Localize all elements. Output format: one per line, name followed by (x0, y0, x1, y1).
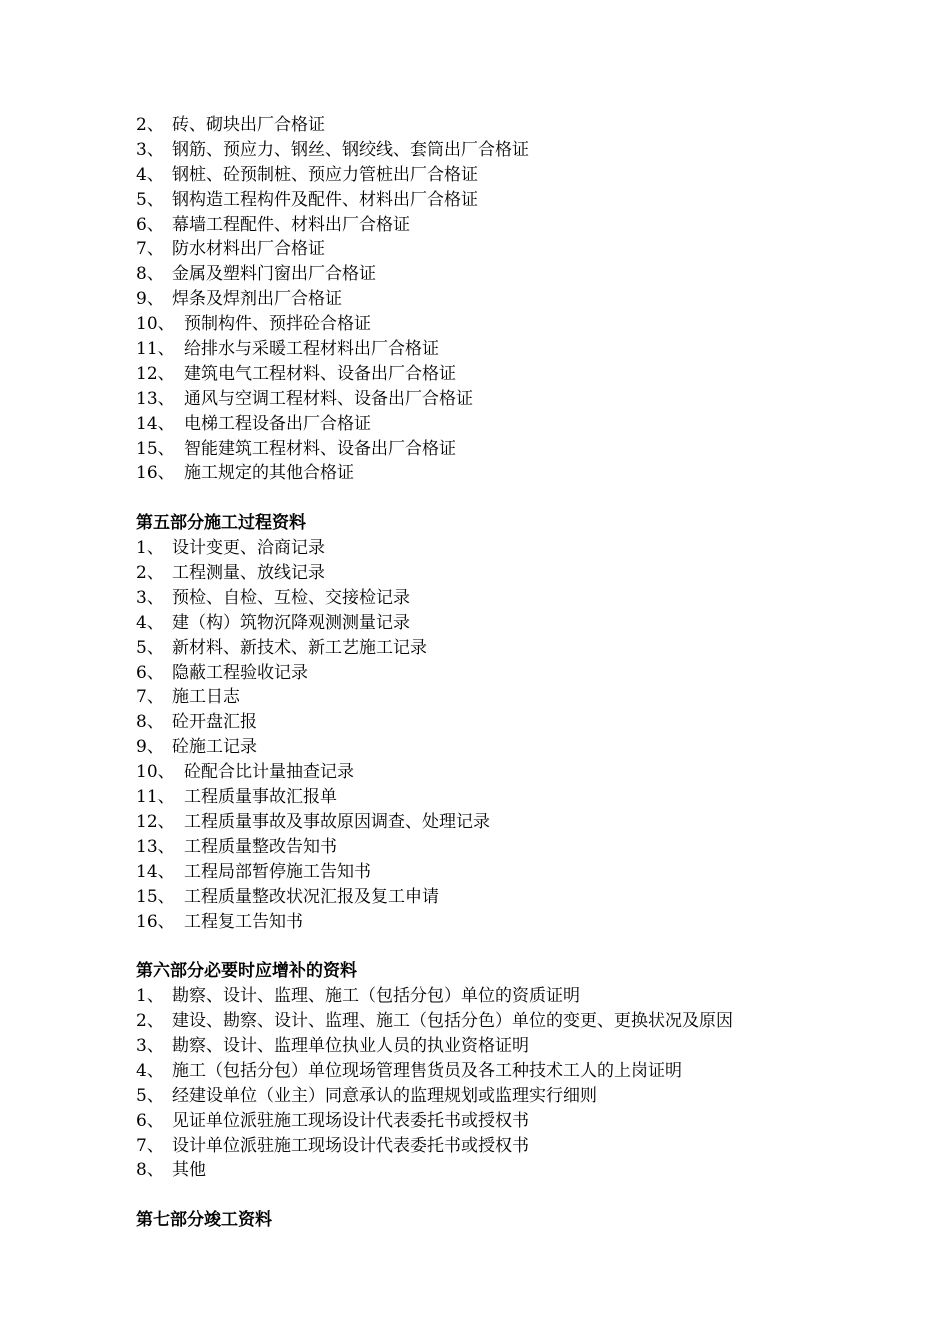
list-item (136, 561, 896, 586)
list-item (136, 1059, 896, 1084)
list-item (136, 586, 896, 611)
list-item (136, 1034, 896, 1059)
item-number: 6、 (136, 1110, 164, 1131)
item-text: 钢桩、砼预制桩、预应力管桩出厂合格证 (172, 164, 478, 185)
spacer (136, 486, 896, 511)
item-text: 工程复工告知书 (184, 911, 303, 932)
item-number: 5、 (136, 637, 164, 658)
item-text: 新材料、新技术、新工艺施工记录 (172, 637, 427, 658)
item-text: 预制构件、预拌砼合格证 (184, 314, 371, 335)
section4-list (136, 113, 896, 486)
item-number: 2、 (136, 563, 164, 584)
item-text: 智能建筑工程材料、设备出厂合格证 (184, 438, 456, 459)
item-number: 1、 (136, 986, 164, 1007)
item-number: 12、 (136, 811, 175, 832)
section-heading: 第七部分竣工资料 (136, 1210, 272, 1231)
list-item (136, 810, 896, 835)
item-number: 12、 (136, 363, 175, 384)
list-item (136, 735, 896, 760)
list-item (136, 1158, 896, 1183)
item-number: 16、 (136, 911, 175, 932)
item-number: 7、 (136, 239, 164, 260)
item-text: 施工（包括分包）单位现场管理售货员及各工种技术工人的上岗证明 (172, 1060, 682, 1081)
section-heading: 第六部分必要时应增补的资料 (136, 961, 357, 982)
item-number: 9、 (136, 737, 164, 758)
section6 (136, 959, 896, 1183)
list-item (136, 362, 896, 387)
item-text: 工程质量整改状况汇报及复工申请 (184, 886, 439, 907)
item-number: 2、 (136, 1011, 164, 1032)
item-number: 3、 (136, 139, 164, 160)
list-item (136, 760, 896, 785)
item-text: 防水材料出厂合格证 (172, 239, 325, 260)
item-text: 工程局部暂停施工告知书 (184, 861, 371, 882)
spacer (136, 934, 896, 959)
item-number: 3、 (136, 1035, 164, 1056)
item-number: 11、 (136, 339, 175, 360)
list-item (136, 611, 896, 636)
list-item (136, 237, 896, 262)
item-text: 通风与空调工程材料、设备出厂合格证 (184, 388, 473, 409)
item-number: 8、 (136, 264, 164, 285)
item-number: 14、 (136, 861, 175, 882)
list-item (136, 885, 896, 910)
list-item (136, 138, 896, 163)
list-item (136, 1109, 896, 1134)
item-text: 幕墙工程配件、材料出厂合格证 (172, 214, 410, 235)
item-text: 砼施工记录 (172, 737, 257, 758)
item-text: 电梯工程设备出厂合格证 (184, 413, 371, 434)
item-number: 11、 (136, 787, 175, 808)
list-item (136, 113, 896, 138)
item-number: 2、 (136, 115, 164, 135)
list-item (136, 785, 896, 810)
item-text: 工程测量、放线记录 (172, 563, 325, 584)
item-number: 4、 (136, 164, 164, 185)
spacer (136, 1183, 896, 1208)
item-number: 8、 (136, 1160, 164, 1181)
item-number: 5、 (136, 1085, 164, 1106)
item-number: 7、 (136, 1135, 164, 1156)
list-item (136, 213, 896, 238)
item-text: 预检、自检、互检、交接检记录 (172, 587, 410, 608)
item-text: 焊条及焊剂出厂合格证 (172, 289, 342, 310)
item-number: 15、 (136, 438, 175, 459)
item-text: 建设、勘察、设计、监理、施工（包括分色）单位的变更、更换状况及原因 (172, 1011, 733, 1032)
item-number: 3、 (136, 587, 164, 608)
item-text: 工程质量事故汇报单 (184, 787, 337, 808)
list-item (136, 337, 896, 362)
list-item (136, 661, 896, 686)
item-text: 工程质量事故及事故原因调查、处理记录 (184, 811, 490, 832)
item-text: 砼开盘汇报 (172, 712, 257, 733)
list-item (136, 387, 896, 412)
list-item (136, 536, 896, 561)
list-item (136, 461, 896, 486)
item-text: 砼配合比计量抽查记录 (184, 762, 354, 783)
list-item (136, 910, 896, 935)
section5 (136, 511, 896, 934)
list-item (136, 437, 896, 462)
item-text: 金属及塑料门窗出厂合格证 (172, 264, 376, 285)
list-item (136, 163, 896, 188)
item-text: 见证单位派驻施工现场设计代表委托书或授权书 (172, 1110, 529, 1131)
item-number: 8、 (136, 712, 164, 733)
item-number: 15、 (136, 886, 175, 907)
item-text: 其他 (172, 1160, 206, 1181)
list-item (136, 710, 896, 735)
item-number: 10、 (136, 314, 175, 335)
list-item (136, 636, 896, 661)
item-number: 4、 (136, 612, 164, 633)
list-item (136, 188, 896, 213)
item-number: 4、 (136, 1060, 164, 1081)
item-text: 勘察、设计、监理、施工（包括分包）单位的资质证明 (172, 986, 580, 1007)
list-item (136, 287, 896, 312)
list-item (136, 1084, 896, 1109)
section-heading: 第五部分施工过程资料 (136, 513, 306, 534)
item-number: 14、 (136, 413, 175, 434)
item-text: 设计单位派驻施工现场设计代表委托书或授权书 (172, 1135, 529, 1156)
item-number: 13、 (136, 388, 175, 409)
item-number: 1、 (136, 538, 164, 559)
list-item (136, 1134, 896, 1159)
item-text: 建筑电气工程材料、设备出厂合格证 (184, 363, 456, 384)
item-number: 5、 (136, 189, 164, 210)
item-number: 6、 (136, 662, 164, 683)
list-item (136, 312, 896, 337)
item-number: 13、 (136, 836, 175, 857)
item-text: 砖、砌块出厂合格证 (172, 115, 325, 135)
list-item (136, 412, 896, 437)
item-text: 工程质量整改告知书 (184, 836, 337, 857)
item-text: 施工日志 (172, 687, 240, 708)
list-item (136, 685, 896, 710)
item-number: 7、 (136, 687, 164, 708)
list-item (136, 835, 896, 860)
item-text: 钢筋、预应力、钢丝、钢绞线、套筒出厂合格证 (172, 139, 529, 160)
item-text: 经建设单位（业主）同意承认的监理规划或监理实行细则 (172, 1085, 597, 1106)
item-text: 施工规定的其他合格证 (184, 463, 354, 484)
document-page (136, 113, 896, 1233)
item-text: 建（构）筑物沉降观测测量记录 (172, 612, 410, 633)
item-number: 9、 (136, 289, 164, 310)
item-text: 勘察、设计、监理单位执业人员的执业资格证明 (172, 1035, 529, 1056)
list-item (136, 860, 896, 885)
section7 (136, 1208, 896, 1233)
item-text: 给排水与采暖工程材料出厂合格证 (184, 339, 439, 360)
item-text: 隐蔽工程验收记录 (172, 662, 308, 683)
item-text: 钢构造工程构件及配件、材料出厂合格证 (172, 189, 478, 210)
list-item (136, 1009, 896, 1034)
item-number: 10、 (136, 762, 175, 783)
item-number: 16、 (136, 463, 175, 484)
item-text: 设计变更、洽商记录 (172, 538, 325, 559)
list-item (136, 262, 896, 287)
list-item (136, 984, 896, 1009)
item-number: 6、 (136, 214, 164, 235)
